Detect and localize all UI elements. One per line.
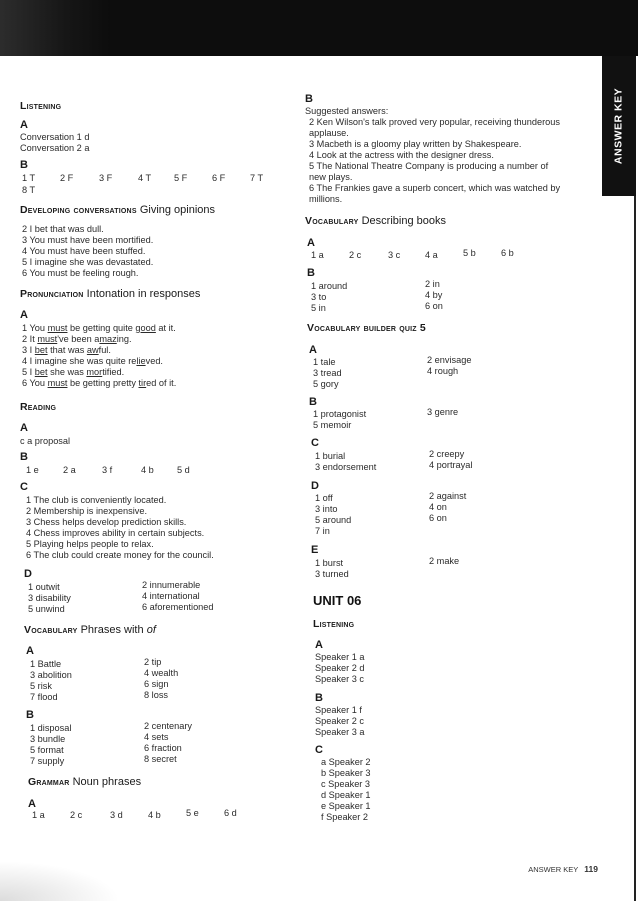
unit-c-line: b Speaker 3 [321,768,371,778]
quiz-a-item: 3 tread [313,368,342,378]
line-text: 3 I [22,345,35,355]
unit-a-line: Speaker 3 c [315,674,365,684]
reading-d-item: 5 unwind [28,604,65,614]
reading-c-line: 3 Chess helps develop prediction skills. [26,517,187,527]
stressed-word: tir [138,378,147,388]
quiz-c-item: 4 portrayal [429,460,473,470]
reading-c-line: 1 The club is conveniently located. [26,495,167,505]
line-text: be getting quite [67,323,136,333]
vocab-phrases-a-item: 5 risk [30,681,52,691]
vocab-books-heading: Vocabulary Describing books [305,215,446,227]
quiz-d-item: 2 against [429,491,467,501]
line-text: 5 I [22,367,35,377]
stressed-word: aw [86,345,99,355]
quiz-c-item: 3 endorsement [315,462,377,472]
vocab-phrases-subtitle: Phrases with [80,624,144,636]
developing-line: 3 You must have been mortified. [22,235,154,245]
quiz-d-item: 6 on [429,513,447,523]
quiz-d-item: 5 around [315,515,352,525]
vocab-phrases-b-item: 6 fraction [144,743,182,753]
unit-c-line: f Speaker 2 [321,812,368,822]
vocab-books-b-item: 2 in [425,279,440,289]
vocab-phrases-a-item: 4 wealth [144,668,179,678]
vocab-books-a-label: A [307,237,315,249]
b-section-line: 4 Look at the actress with the designer dress. [309,150,494,160]
developing-line: 2 I bet that was dull. [22,224,104,234]
b-section-line: applause. [309,128,349,138]
quiz-a-label: A [309,344,317,356]
unit-c-line: d Speaker 1 [321,790,371,800]
b-section-line: new plays. [309,172,353,182]
unit-b-line: Speaker 3 a [315,727,365,737]
unit-c-label: C [315,744,323,756]
line-text: 4 I imagine she was quite re [22,356,137,366]
line-text: she was [47,367,87,377]
line-text: ful. [98,345,111,355]
vocab-phrases-a-item: 6 sign [144,679,169,689]
vocab-books-b-item: 5 in [311,303,326,313]
listening-a-line: Conversation 1 d [20,132,90,142]
developing-line: 5 I imagine she was devastated. [22,257,154,267]
unit-b-label: B [315,692,323,704]
vocab-phrases-b-item: 4 sets [144,732,169,742]
quiz-d-item: 4 on [429,502,447,512]
stressed-word: good [135,323,156,333]
vocab-phrases-heading: Vocabulary Phrases with of [24,624,156,636]
pronunciation-line [22,334,132,345]
vocab-phrases-b-item: 1 disposal [30,723,72,733]
reading-d-label: D [24,568,32,580]
vocab-books-b-item: 3 to [311,292,327,302]
line-text: ing. [116,334,132,344]
quiz-e-item: 1 burst [315,558,344,568]
unit-a-line: Speaker 2 d [315,663,365,673]
b-section-line: 5 The National Theatre Company is producing a number of [309,161,549,171]
vocab-books-b-item: 1 around [311,281,348,291]
quiz-b-item: 5 memoir [313,420,352,430]
line-text: 6 You [22,378,48,388]
vocab-phrases-b-item: 2 centenary [144,721,193,731]
quiz-a-item: 2 envisage [427,355,472,365]
grammar-a-item: 2 c [70,810,83,820]
pronunciation-line [22,356,163,367]
reading-a-label: A [20,422,28,434]
line-text: 1 You [22,323,48,333]
reading-d-item: 6 aforementioned [142,602,214,612]
reading-d-item: 4 international [142,591,200,601]
vocab-books-a-item: 6 b [501,248,514,258]
line-text: be getting pretty [67,378,139,388]
scan-noise [0,0,110,56]
listening-b-item: 2 F [60,173,74,183]
listening-b-item: 4 T [138,173,152,183]
listening-b-item: 8 T [22,185,36,195]
b-section-intro: Suggested answers: [305,106,389,116]
reading-d-item: 1 outwit [28,582,60,592]
b-section-line: 2 Ken Wilson's talk proved very popular, receiving thunderous [309,117,560,127]
reading-b-item: 5 d [177,465,190,475]
grammar-a-label: A [28,798,36,810]
b-section-line: 3 Macbeth is a gloomy play written by Shakespeare. [309,139,522,149]
listening-a-label: A [20,119,28,131]
unit-title: UNIT 06 [313,593,362,608]
grammar-heading: Grammar Noun phrases [28,776,142,788]
quiz-heading: Vocabulary builder quiz 5 [307,322,426,334]
unit-c-line: e Speaker 1 [321,801,371,811]
vocab-books-a-item: 5 b [463,248,476,258]
quiz-b-label: B [309,396,317,408]
quiz-d-item: 1 off [315,493,333,503]
scan-top-bar [0,0,638,56]
page-footer [528,864,598,875]
b-section-line: 6 The Frankies gave a superb concert, which was watched by [309,183,561,193]
listening-b-item: 7 T [250,173,264,183]
vocab-phrases-a-item: 1 Battle [30,659,62,669]
reading-b-item: 1 e [26,465,39,475]
line-text: 2 It [22,334,38,344]
listening-b-item: 5 F [174,173,188,183]
quiz-c-item: 1 burial [315,451,346,461]
listening-b-item: 1 T [22,173,36,183]
grammar-subtitle: Noun phrases [72,776,142,788]
unit-a-line: Speaker 1 a [315,652,365,662]
unit-c-line: a Speaker 2 [321,757,371,767]
reading-c-line: 5 Playing helps people to relax. [26,539,154,549]
grammar-a-item: 6 d [224,808,237,818]
quiz-e-item: 2 make [429,556,460,566]
b-section-line: millions. [309,194,343,204]
vocab-books-subtitle: Describing books [361,215,446,227]
vocab-phrases-b-item: 5 format [30,745,64,755]
pronunciation-line [22,345,111,356]
line-text: that was [47,345,87,355]
listening-b-item: 3 F [99,173,113,183]
quiz-d-item: 3 into [315,504,338,514]
stressed-word: bet [34,345,48,355]
listening-heading: Listening [20,100,62,112]
line-text: tified. [102,367,125,377]
vocab-phrases-b-item: 7 supply [30,756,65,766]
b-section-label: B [305,93,313,105]
pronunciation-line [22,367,124,378]
vocab-books-a-item: 1 a [311,250,324,260]
developing-subtitle: Giving opinions [139,204,216,216]
stressed-word: mor [86,367,103,377]
vocab-phrases-a-label: A [26,645,34,657]
stressed-word: must [47,378,68,388]
quiz-b-item: 1 protagonist [313,409,367,419]
grammar-a-item: 1 a [32,810,45,820]
unit-listening-heading: Listening [313,618,355,630]
vocab-books-b-label: B [307,267,315,279]
reading-c-line: 4 Chess improves ability in certain subjects. [26,528,205,538]
reading-a-line: c a proposal [20,436,71,446]
reading-heading: Reading [20,401,57,413]
vocab-phrases-subtitle-of: of [146,624,156,636]
unit-b-line: Speaker 2 c [315,716,365,726]
vocab-books-a-item: 3 c [388,250,401,260]
stressed-word: must [47,323,68,333]
listening-b-label: B [20,159,28,171]
quiz-e-label: E [311,544,319,556]
grammar-a-item: 3 d [110,810,123,820]
vocab-phrases-b-label: B [26,709,34,721]
stressed-word: must [37,334,58,344]
vocab-phrases-a-item: 8 loss [144,690,169,700]
quiz-a-item: 4 rough [427,366,459,376]
scan-blot [0,861,120,901]
pronunciation-a-label: A [20,309,28,321]
grammar-a-item: 4 b [148,810,161,820]
pronunciation-subtitle: Intonation in responses [86,288,201,300]
vocab-phrases-a-item: 2 tip [144,657,162,667]
unit-b-line: Speaker 1 f [315,705,362,715]
vocab-phrases-b-item: 3 bundle [30,734,66,744]
stressed-word: maz [99,334,117,344]
reading-c-line: 6 The club could create money for the council. [26,550,214,560]
reading-d-item: 2 innumerable [142,580,201,590]
quiz-b-item: 3 genre [427,407,459,417]
quiz-e-item: 3 turned [315,569,349,579]
reading-c-label: C [20,481,28,493]
reading-b-item: 4 b [141,465,154,475]
line-text: at it. [155,323,176,333]
vocab-phrases-a-item: 7 flood [30,692,58,702]
page-number: 119 [584,863,598,874]
right-edge-rule [634,196,636,901]
vocab-phrases-b-item: 8 secret [144,754,177,764]
vocab-books-b-item: 6 on [425,301,443,311]
pronunciation-heading: Pronunciation Intonation in responses [20,288,201,300]
footer-label: ANSWER KEY [528,864,579,874]
quiz-d-item: 7 in [315,526,330,536]
quiz-c-label: C [311,437,319,449]
stressed-word: lie [136,356,146,366]
answer-key-tab-label: ANSWER KEY [612,87,625,165]
vocab-books-a-item: 4 a [425,250,438,260]
unit-a-label: A [315,639,323,651]
quiz-c-item: 2 creepy [429,449,465,459]
line-text: ed of it. [146,378,177,388]
reading-b-label: B [20,451,28,463]
developing-line: 6 You must be feeling rough. [22,268,139,278]
pronunciation-line [22,378,176,389]
vocab-books-a-item: 2 c [349,250,362,260]
line-text: ved. [145,356,163,366]
grammar-a-item: 5 e [186,808,199,818]
quiz-a-item: 5 gory [313,379,339,389]
listening-a-line: Conversation 2 a [20,143,90,153]
listening-b-item: 6 F [212,173,226,183]
quiz-d-label: D [311,480,319,492]
quiz-a-item: 1 tale [313,357,336,367]
answer-key-tab [602,56,636,196]
reading-b-item: 2 a [63,465,76,475]
pronunciation-line [22,323,176,334]
reading-c-line: 2 Membership is inexpensive. [26,506,148,516]
stressed-word: bet [34,367,48,377]
vocab-books-b-item: 4 by [425,290,443,300]
developing-line: 4 You must have been stuffed. [22,246,146,256]
developing-heading: Developing conversations Giving opinions [20,204,216,216]
unit-c-line: c Speaker 3 [321,779,371,789]
line-text: 've been a [57,334,100,344]
vocab-phrases-a-item: 3 abolition [30,670,72,680]
reading-b-item: 3 f [102,465,113,475]
reading-d-item: 3 disability [28,593,71,603]
